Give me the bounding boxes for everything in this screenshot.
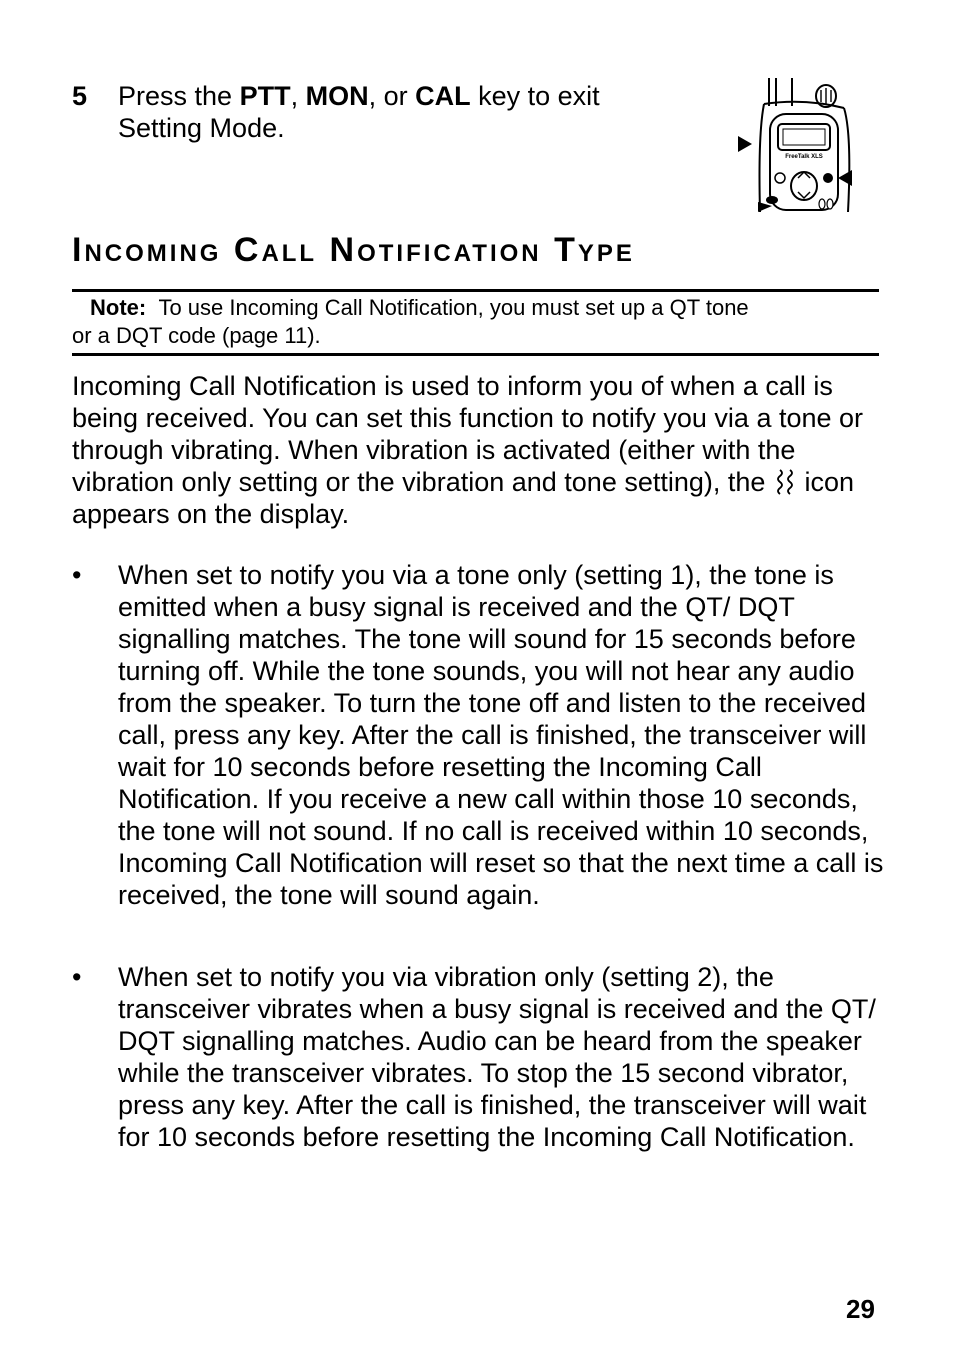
brand-label: FreeTalk XLS [785, 154, 823, 160]
note-label: Note: [90, 295, 147, 320]
note-top-rule [72, 289, 879, 292]
mon-key-label: MON [305, 81, 369, 111]
bullet-marker: • [72, 560, 82, 590]
bullet-marker: • [72, 962, 82, 992]
step-number: 5 [72, 81, 88, 111]
vibration-icon [775, 468, 795, 496]
page-number: 29 [846, 1294, 875, 1324]
intro-paragraph: Incoming Call Notification is used to inform you of when a call is being received. You can set this function to notify you via a tone or through vibrating. When vibration is activated (either with the vibration only setting or the vibration and tone setting), the icon appears on the display. [72, 371, 864, 529]
note-line-2: or a DQT code (page 11). [72, 323, 321, 348]
section-heading: Incoming Call Notification Type [72, 231, 635, 269]
note-line-1: To use Incoming Call Notification, you must set up a QT tone [158, 295, 749, 320]
ptt-key-label: PTT [239, 81, 291, 111]
cal-key-label: CAL [415, 81, 471, 111]
step-text: Press the PTT, MON, or CAL key to exit Setting Mode. [118, 81, 600, 143]
radio-illustration [736, 74, 854, 214]
note-bottom-rule [72, 353, 879, 356]
bullet-text: When set to notify you via a tone only (setting 1), the tone is emitted when a busy signal is received and the QT/ DQT signalling matches. The tone will sound for 15 seconds before turning off. While the tone sounds, you will not hear any audio from the speaker. To turn the tone off and listen to the received call, press any key. After the call is finished, the transceiver will wait for 10 seconds before resetting the Incoming Call Notification. If you receive a new call within those 10 seconds, the tone will not sound. If no call is received within 10 seconds, Incoming Call Notification will reset so that the next time a call is received, the tone will sound again. [118, 560, 884, 910]
note-box [72, 294, 870, 350]
bullet-text: When set to notify you via vibration only (setting 2), the transceiver vibrates when a busy signal is received and the QT/ DQT signalling matches. Audio can be heard from the speaker while the transceiver vibrates. To stop the 15 second vibrator, press any key. After the call is finished, the transceiver will wait for 10 seconds before resetting the Incoming Call Notification. [118, 962, 876, 1152]
